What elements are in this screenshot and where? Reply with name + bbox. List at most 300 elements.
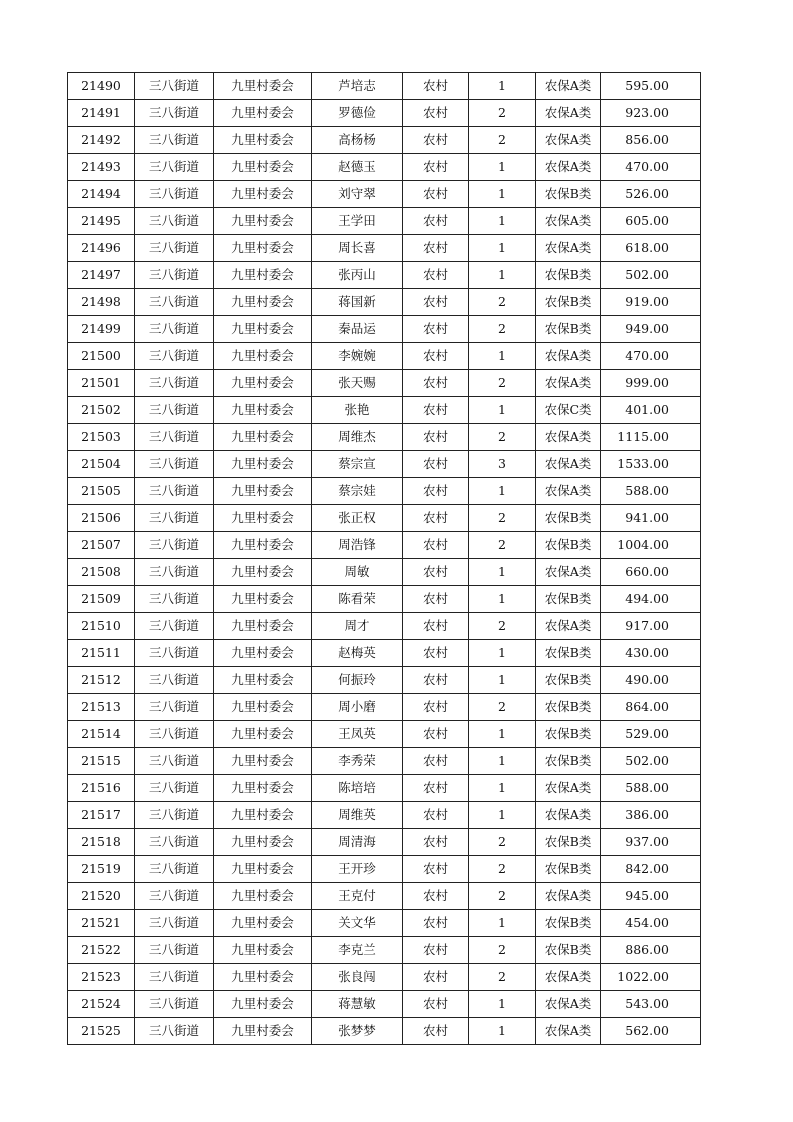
- village-committee-cell: 九里村委会: [214, 451, 312, 478]
- street-cell: 三八街道: [135, 829, 214, 856]
- row-id-cell: 21524: [68, 991, 135, 1018]
- village-committee-cell: 九里村委会: [214, 910, 312, 937]
- amount-cell: 1022.00: [601, 964, 701, 991]
- amount-cell: 502.00: [601, 262, 701, 289]
- area-type-cell: 农村: [403, 748, 469, 775]
- household-count-cell: 2: [469, 694, 536, 721]
- household-count-cell: 2: [469, 127, 536, 154]
- village-committee-cell: 九里村委会: [214, 856, 312, 883]
- insurance-category-cell: 农保A类: [536, 802, 601, 829]
- area-type-cell: 农村: [403, 640, 469, 667]
- name-cell: 周小磨: [312, 694, 403, 721]
- table-row: [68, 316, 701, 343]
- household-count-cell: 2: [469, 532, 536, 559]
- table-row: [68, 964, 701, 991]
- area-type-cell: 农村: [403, 964, 469, 991]
- village-committee-cell: 九里村委会: [214, 694, 312, 721]
- household-count-cell: 1: [469, 343, 536, 370]
- insurance-category-cell: 农保B类: [536, 316, 601, 343]
- amount-cell: 618.00: [601, 235, 701, 262]
- amount-cell: 999.00: [601, 370, 701, 397]
- amount-cell: 1004.00: [601, 532, 701, 559]
- insurance-category-cell: 农保B类: [536, 721, 601, 748]
- village-committee-cell: 九里村委会: [214, 775, 312, 802]
- name-cell: 王克付: [312, 883, 403, 910]
- name-cell: 王学田: [312, 208, 403, 235]
- amount-cell: 470.00: [601, 154, 701, 181]
- area-type-cell: 农村: [403, 829, 469, 856]
- street-cell: 三八街道: [135, 289, 214, 316]
- street-cell: 三八街道: [135, 424, 214, 451]
- table-row: [68, 181, 701, 208]
- area-type-cell: 农村: [403, 937, 469, 964]
- insurance-category-cell: 农保A类: [536, 127, 601, 154]
- household-count-cell: 2: [469, 937, 536, 964]
- row-id-cell: 21506: [68, 505, 135, 532]
- village-committee-cell: 九里村委会: [214, 802, 312, 829]
- table-row: [68, 559, 701, 586]
- insurance-category-cell: 农保B类: [536, 532, 601, 559]
- row-id-cell: 21510: [68, 613, 135, 640]
- table-row: [68, 343, 701, 370]
- row-id-cell: 21504: [68, 451, 135, 478]
- row-id-cell: 21496: [68, 235, 135, 262]
- street-cell: 三八街道: [135, 154, 214, 181]
- street-cell: 三八街道: [135, 235, 214, 262]
- household-count-cell: 1: [469, 397, 536, 424]
- name-cell: 蔡宗宣: [312, 451, 403, 478]
- table-row: [68, 73, 701, 100]
- village-committee-cell: 九里村委会: [214, 586, 312, 613]
- street-cell: 三八街道: [135, 478, 214, 505]
- household-count-cell: 2: [469, 370, 536, 397]
- household-count-cell: 2: [469, 613, 536, 640]
- name-cell: 高杨杨: [312, 127, 403, 154]
- area-type-cell: 农村: [403, 127, 469, 154]
- area-type-cell: 农村: [403, 586, 469, 613]
- area-type-cell: 农村: [403, 532, 469, 559]
- area-type-cell: 农村: [403, 181, 469, 208]
- insurance-category-cell: 农保B类: [536, 640, 601, 667]
- amount-cell: 470.00: [601, 343, 701, 370]
- row-id-cell: 21503: [68, 424, 135, 451]
- household-count-cell: 2: [469, 316, 536, 343]
- row-id-cell: 21499: [68, 316, 135, 343]
- street-cell: 三八街道: [135, 505, 214, 532]
- amount-cell: 494.00: [601, 586, 701, 613]
- street-cell: 三八街道: [135, 748, 214, 775]
- amount-cell: 526.00: [601, 181, 701, 208]
- area-type-cell: 农村: [403, 910, 469, 937]
- insurance-category-cell: 农保B类: [536, 937, 601, 964]
- table-row: [68, 532, 701, 559]
- street-cell: 三八街道: [135, 775, 214, 802]
- name-cell: 周清海: [312, 829, 403, 856]
- insurance-category-cell: 农保B类: [536, 262, 601, 289]
- insurance-category-cell: 农保B类: [536, 586, 601, 613]
- table-row: [68, 289, 701, 316]
- amount-cell: 923.00: [601, 100, 701, 127]
- row-id-cell: 21525: [68, 1018, 135, 1045]
- insurance-category-cell: 农保A类: [536, 370, 601, 397]
- street-cell: 三八街道: [135, 694, 214, 721]
- amount-cell: 1533.00: [601, 451, 701, 478]
- name-cell: 赵德玉: [312, 154, 403, 181]
- village-committee-cell: 九里村委会: [214, 532, 312, 559]
- name-cell: 何振玲: [312, 667, 403, 694]
- household-count-cell: 1: [469, 154, 536, 181]
- village-committee-cell: 九里村委会: [214, 154, 312, 181]
- street-cell: 三八街道: [135, 883, 214, 910]
- insurance-category-cell: 农保B类: [536, 748, 601, 775]
- area-type-cell: 农村: [403, 478, 469, 505]
- amount-cell: 1115.00: [601, 424, 701, 451]
- name-cell: 罗德俭: [312, 100, 403, 127]
- street-cell: 三八街道: [135, 802, 214, 829]
- street-cell: 三八街道: [135, 343, 214, 370]
- household-count-cell: 1: [469, 721, 536, 748]
- row-id-cell: 21520: [68, 883, 135, 910]
- name-cell: 周维英: [312, 802, 403, 829]
- insurance-category-cell: 农保A类: [536, 775, 601, 802]
- village-committee-cell: 九里村委会: [214, 289, 312, 316]
- insurance-category-cell: 农保B类: [536, 505, 601, 532]
- row-id-cell: 21494: [68, 181, 135, 208]
- village-committee-cell: 九里村委会: [214, 748, 312, 775]
- village-committee-cell: 九里村委会: [214, 424, 312, 451]
- row-id-cell: 21517: [68, 802, 135, 829]
- row-id-cell: 21501: [68, 370, 135, 397]
- name-cell: 李秀荣: [312, 748, 403, 775]
- amount-cell: 588.00: [601, 478, 701, 505]
- table-row: [68, 640, 701, 667]
- village-committee-cell: 九里村委会: [214, 100, 312, 127]
- table-row: [68, 127, 701, 154]
- row-id-cell: 21522: [68, 937, 135, 964]
- village-committee-cell: 九里村委会: [214, 262, 312, 289]
- village-committee-cell: 九里村委会: [214, 667, 312, 694]
- area-type-cell: 农村: [403, 73, 469, 100]
- insurance-category-cell: 农保B类: [536, 667, 601, 694]
- village-committee-cell: 九里村委会: [214, 127, 312, 154]
- name-cell: 周浩锋: [312, 532, 403, 559]
- insurance-category-cell: 农保A类: [536, 613, 601, 640]
- village-committee-cell: 九里村委会: [214, 181, 312, 208]
- row-id-cell: 21502: [68, 397, 135, 424]
- household-count-cell: 1: [469, 910, 536, 937]
- amount-cell: 917.00: [601, 613, 701, 640]
- name-cell: 王开珍: [312, 856, 403, 883]
- area-type-cell: 农村: [403, 694, 469, 721]
- amount-cell: 941.00: [601, 505, 701, 532]
- beneficiary-table: [67, 72, 701, 1045]
- row-id-cell: 21497: [68, 262, 135, 289]
- street-cell: 三八街道: [135, 127, 214, 154]
- name-cell: 赵梅英: [312, 640, 403, 667]
- name-cell: 周才: [312, 613, 403, 640]
- amount-cell: 454.00: [601, 910, 701, 937]
- table-row: [68, 1018, 701, 1045]
- name-cell: 周维杰: [312, 424, 403, 451]
- street-cell: 三八街道: [135, 937, 214, 964]
- household-count-cell: 1: [469, 640, 536, 667]
- table-body: [68, 73, 701, 1045]
- village-committee-cell: 九里村委会: [214, 991, 312, 1018]
- household-count-cell: 2: [469, 100, 536, 127]
- area-type-cell: 农村: [403, 208, 469, 235]
- name-cell: 蔡宗娃: [312, 478, 403, 505]
- table-row: [68, 694, 701, 721]
- table-row: [68, 667, 701, 694]
- area-type-cell: 农村: [403, 721, 469, 748]
- row-id-cell: 21512: [68, 667, 135, 694]
- name-cell: 王凤英: [312, 721, 403, 748]
- table-row: [68, 802, 701, 829]
- name-cell: 周敏: [312, 559, 403, 586]
- insurance-category-cell: 农保A类: [536, 451, 601, 478]
- street-cell: 三八街道: [135, 370, 214, 397]
- insurance-category-cell: 农保B类: [536, 910, 601, 937]
- table-row: [68, 856, 701, 883]
- street-cell: 三八街道: [135, 73, 214, 100]
- table-row: [68, 424, 701, 451]
- street-cell: 三八街道: [135, 397, 214, 424]
- name-cell: 陈看荣: [312, 586, 403, 613]
- street-cell: 三八街道: [135, 100, 214, 127]
- row-id-cell: 21490: [68, 73, 135, 100]
- name-cell: 张天赐: [312, 370, 403, 397]
- area-type-cell: 农村: [403, 613, 469, 640]
- village-committee-cell: 九里村委会: [214, 343, 312, 370]
- amount-cell: 945.00: [601, 883, 701, 910]
- table-row: [68, 397, 701, 424]
- amount-cell: 502.00: [601, 748, 701, 775]
- row-id-cell: 21519: [68, 856, 135, 883]
- village-committee-cell: 九里村委会: [214, 397, 312, 424]
- table-row: [68, 451, 701, 478]
- name-cell: 蒋国新: [312, 289, 403, 316]
- street-cell: 三八街道: [135, 856, 214, 883]
- insurance-category-cell: 农保C类: [536, 397, 601, 424]
- amount-cell: 949.00: [601, 316, 701, 343]
- name-cell: 秦品运: [312, 316, 403, 343]
- area-type-cell: 农村: [403, 424, 469, 451]
- area-type-cell: 农村: [403, 235, 469, 262]
- household-count-cell: 1: [469, 748, 536, 775]
- street-cell: 三八街道: [135, 613, 214, 640]
- area-type-cell: 农村: [403, 289, 469, 316]
- table-row: [68, 829, 701, 856]
- area-type-cell: 农村: [403, 559, 469, 586]
- village-committee-cell: 九里村委会: [214, 208, 312, 235]
- name-cell: 张正权: [312, 505, 403, 532]
- name-cell: 蒋慧敏: [312, 991, 403, 1018]
- row-id-cell: 21509: [68, 586, 135, 613]
- name-cell: 张良闯: [312, 964, 403, 991]
- street-cell: 三八街道: [135, 910, 214, 937]
- area-type-cell: 农村: [403, 1018, 469, 1045]
- household-count-cell: 2: [469, 424, 536, 451]
- name-cell: 张丙山: [312, 262, 403, 289]
- village-committee-cell: 九里村委会: [214, 316, 312, 343]
- household-count-cell: 2: [469, 289, 536, 316]
- village-committee-cell: 九里村委会: [214, 937, 312, 964]
- household-count-cell: 1: [469, 586, 536, 613]
- area-type-cell: 农村: [403, 316, 469, 343]
- village-committee-cell: 九里村委会: [214, 613, 312, 640]
- household-count-cell: 1: [469, 73, 536, 100]
- insurance-category-cell: 农保A类: [536, 478, 601, 505]
- area-type-cell: 农村: [403, 775, 469, 802]
- table-row: [68, 721, 701, 748]
- table-row: [68, 910, 701, 937]
- table-row: [68, 937, 701, 964]
- household-count-cell: 1: [469, 559, 536, 586]
- insurance-category-cell: 农保B类: [536, 181, 601, 208]
- amount-cell: 386.00: [601, 802, 701, 829]
- street-cell: 三八街道: [135, 1018, 214, 1045]
- household-count-cell: 1: [469, 775, 536, 802]
- household-count-cell: 1: [469, 802, 536, 829]
- amount-cell: 660.00: [601, 559, 701, 586]
- row-id-cell: 21507: [68, 532, 135, 559]
- table-row: [68, 586, 701, 613]
- name-cell: 芦培志: [312, 73, 403, 100]
- row-id-cell: 21495: [68, 208, 135, 235]
- area-type-cell: 农村: [403, 100, 469, 127]
- street-cell: 三八街道: [135, 208, 214, 235]
- table-row: [68, 235, 701, 262]
- table-row: [68, 613, 701, 640]
- amount-cell: 588.00: [601, 775, 701, 802]
- amount-cell: 919.00: [601, 289, 701, 316]
- name-cell: 李婉婉: [312, 343, 403, 370]
- insurance-category-cell: 农保B类: [536, 856, 601, 883]
- street-cell: 三八街道: [135, 667, 214, 694]
- area-type-cell: 农村: [403, 802, 469, 829]
- insurance-category-cell: 农保A类: [536, 991, 601, 1018]
- street-cell: 三八街道: [135, 262, 214, 289]
- household-count-cell: 2: [469, 883, 536, 910]
- amount-cell: 937.00: [601, 829, 701, 856]
- village-committee-cell: 九里村委会: [214, 640, 312, 667]
- household-count-cell: 1: [469, 262, 536, 289]
- name-cell: 周长喜: [312, 235, 403, 262]
- row-id-cell: 21511: [68, 640, 135, 667]
- household-count-cell: 1: [469, 667, 536, 694]
- row-id-cell: 21498: [68, 289, 135, 316]
- household-count-cell: 1: [469, 208, 536, 235]
- insurance-category-cell: 农保A类: [536, 208, 601, 235]
- table-row: [68, 370, 701, 397]
- village-committee-cell: 九里村委会: [214, 1018, 312, 1045]
- insurance-category-cell: 农保A类: [536, 235, 601, 262]
- village-committee-cell: 九里村委会: [214, 235, 312, 262]
- row-id-cell: 21491: [68, 100, 135, 127]
- area-type-cell: 农村: [403, 343, 469, 370]
- household-count-cell: 1: [469, 478, 536, 505]
- village-committee-cell: 九里村委会: [214, 559, 312, 586]
- area-type-cell: 农村: [403, 991, 469, 1018]
- name-cell: 刘守翠: [312, 181, 403, 208]
- area-type-cell: 农村: [403, 262, 469, 289]
- insurance-category-cell: 农保A类: [536, 100, 601, 127]
- area-type-cell: 农村: [403, 370, 469, 397]
- village-committee-cell: 九里村委会: [214, 883, 312, 910]
- area-type-cell: 农村: [403, 667, 469, 694]
- table-row: [68, 208, 701, 235]
- amount-cell: 595.00: [601, 73, 701, 100]
- name-cell: 李克兰: [312, 937, 403, 964]
- street-cell: 三八街道: [135, 532, 214, 559]
- insurance-category-cell: 农保A类: [536, 559, 601, 586]
- row-id-cell: 21518: [68, 829, 135, 856]
- street-cell: 三八街道: [135, 964, 214, 991]
- table-row: [68, 262, 701, 289]
- household-count-cell: 2: [469, 964, 536, 991]
- row-id-cell: 21516: [68, 775, 135, 802]
- row-id-cell: 21493: [68, 154, 135, 181]
- area-type-cell: 农村: [403, 451, 469, 478]
- amount-cell: 401.00: [601, 397, 701, 424]
- area-type-cell: 农村: [403, 397, 469, 424]
- amount-cell: 864.00: [601, 694, 701, 721]
- village-committee-cell: 九里村委会: [214, 370, 312, 397]
- row-id-cell: 21500: [68, 343, 135, 370]
- amount-cell: 430.00: [601, 640, 701, 667]
- amount-cell: 562.00: [601, 1018, 701, 1045]
- village-committee-cell: 九里村委会: [214, 73, 312, 100]
- household-count-cell: 1: [469, 235, 536, 262]
- village-committee-cell: 九里村委会: [214, 721, 312, 748]
- table-row: [68, 100, 701, 127]
- insurance-category-cell: 农保B类: [536, 829, 601, 856]
- household-count-cell: 1: [469, 1018, 536, 1045]
- table-row: [68, 154, 701, 181]
- amount-cell: 856.00: [601, 127, 701, 154]
- name-cell: 张梦梦: [312, 1018, 403, 1045]
- area-type-cell: 农村: [403, 154, 469, 181]
- village-committee-cell: 九里村委会: [214, 478, 312, 505]
- row-id-cell: 21515: [68, 748, 135, 775]
- village-committee-cell: 九里村委会: [214, 829, 312, 856]
- street-cell: 三八街道: [135, 640, 214, 667]
- street-cell: 三八街道: [135, 721, 214, 748]
- street-cell: 三八街道: [135, 991, 214, 1018]
- household-count-cell: 2: [469, 856, 536, 883]
- insurance-category-cell: 农保A类: [536, 1018, 601, 1045]
- name-cell: 陈培培: [312, 775, 403, 802]
- street-cell: 三八街道: [135, 451, 214, 478]
- household-count-cell: 3: [469, 451, 536, 478]
- name-cell: 关文华: [312, 910, 403, 937]
- street-cell: 三八街道: [135, 181, 214, 208]
- household-count-cell: 1: [469, 181, 536, 208]
- row-id-cell: 21523: [68, 964, 135, 991]
- amount-cell: 605.00: [601, 208, 701, 235]
- table-row: [68, 883, 701, 910]
- area-type-cell: 农村: [403, 856, 469, 883]
- row-id-cell: 21513: [68, 694, 135, 721]
- area-type-cell: 农村: [403, 505, 469, 532]
- insurance-category-cell: 农保A类: [536, 883, 601, 910]
- row-id-cell: 21508: [68, 559, 135, 586]
- household-count-cell: 1: [469, 991, 536, 1018]
- village-committee-cell: 九里村委会: [214, 964, 312, 991]
- insurance-category-cell: 农保A类: [536, 343, 601, 370]
- insurance-category-cell: 农保A类: [536, 154, 601, 181]
- insurance-category-cell: 农保B类: [536, 289, 601, 316]
